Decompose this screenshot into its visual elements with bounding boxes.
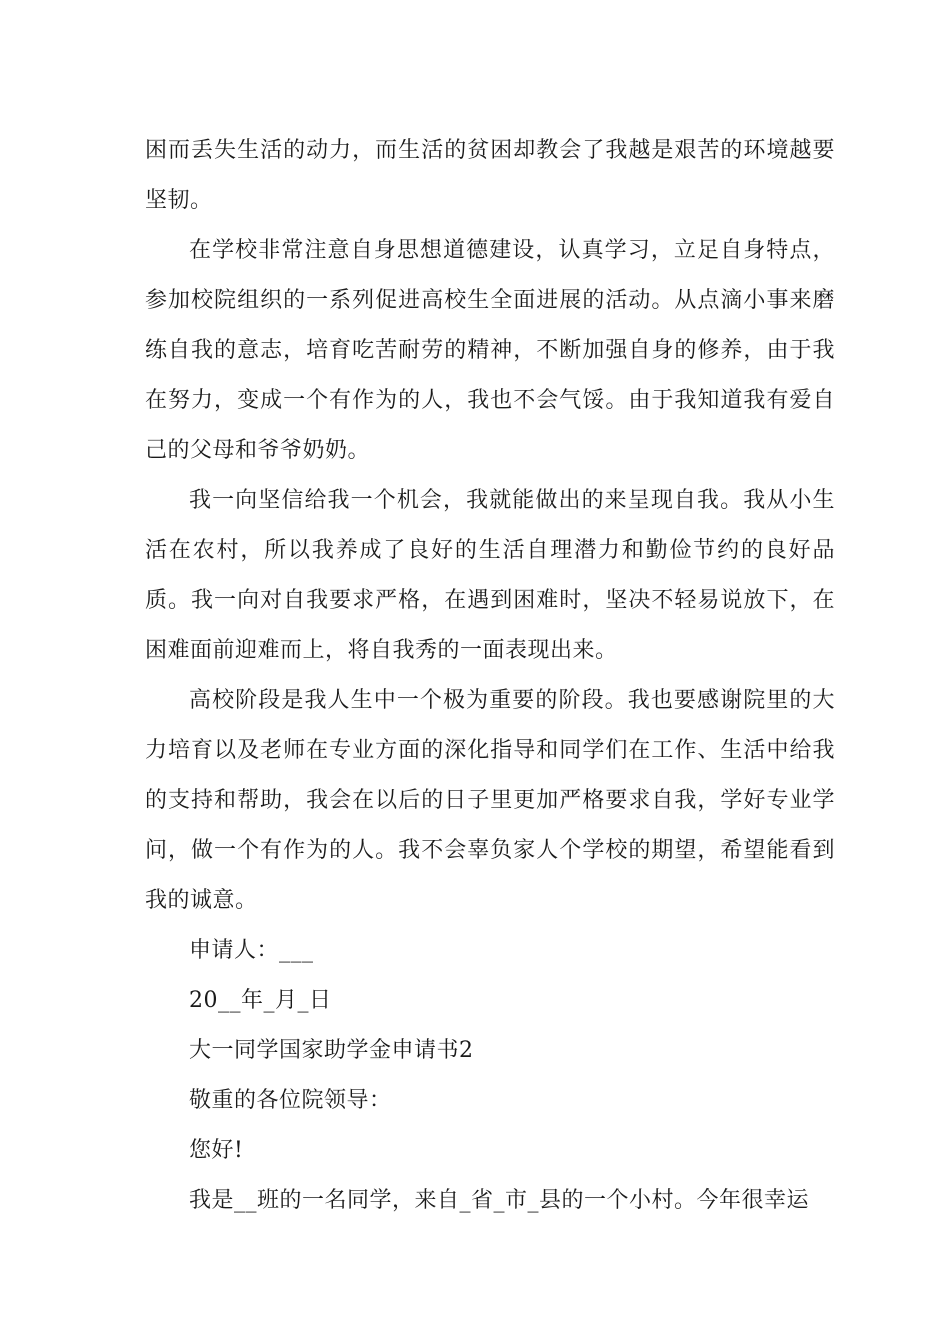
- applicant-line: 申请人：___: [189, 938, 314, 963]
- salutation: 敬重的各位院领导：: [189, 1088, 392, 1113]
- greeting: 您好!: [189, 1138, 244, 1163]
- paragraph-continuation: 困而丢失生活的动力，而生活的贫困却教会了我越是艰苦的环境越要坚韧。: [145, 138, 835, 213]
- paragraph-self-belief: 我一向坚信给我一个机会，我就能做出的来呈现自我。我从小生活在农村，所以我养成了良好的生活自理潜力和勤俭节约的良好品质。我一向对自我要求严格，在遇到困难时，坚决不轻易说放下，在困难面前迎难而上，将自我秀的一面表现出来。: [145, 488, 835, 663]
- paragraph-university-stage: 高校阶段是我人生中一个极为重要的阶段。我也要感谢院里的大力培育以及老师在专业方面的深化指导和同学们在工作、生活中给我的支持和帮助，我会在以后的日子里更加严格要求自我，学好专业学问，做一个有作为的人。我不会辜负家人个学校的期望，希望能看到我的诚意。: [145, 688, 835, 913]
- document-body: [145, 126, 835, 1226]
- paragraph-moral-development: 在学校非常注意自身思想道德建设，认真学习，立足自身特点，参加校院组织的一系列促进高校生全面进展的活动。从点滴小事来磨练自我的意志，培育吃苦耐劳的精神，不断加强自身的修养，由于我在努力，变成一个有作为的人，我也不会气馁。由于我知道我有爱自己的父母和爷爷奶奶。: [145, 238, 835, 463]
- date-line: 20__年_月_日: [189, 988, 332, 1013]
- intro-line: 我是__班的一名同学，来自_省_市_县的一个小村。今年很幸运: [189, 1188, 810, 1213]
- section-title: 大一同学国家助学金申请书2: [189, 1038, 474, 1063]
